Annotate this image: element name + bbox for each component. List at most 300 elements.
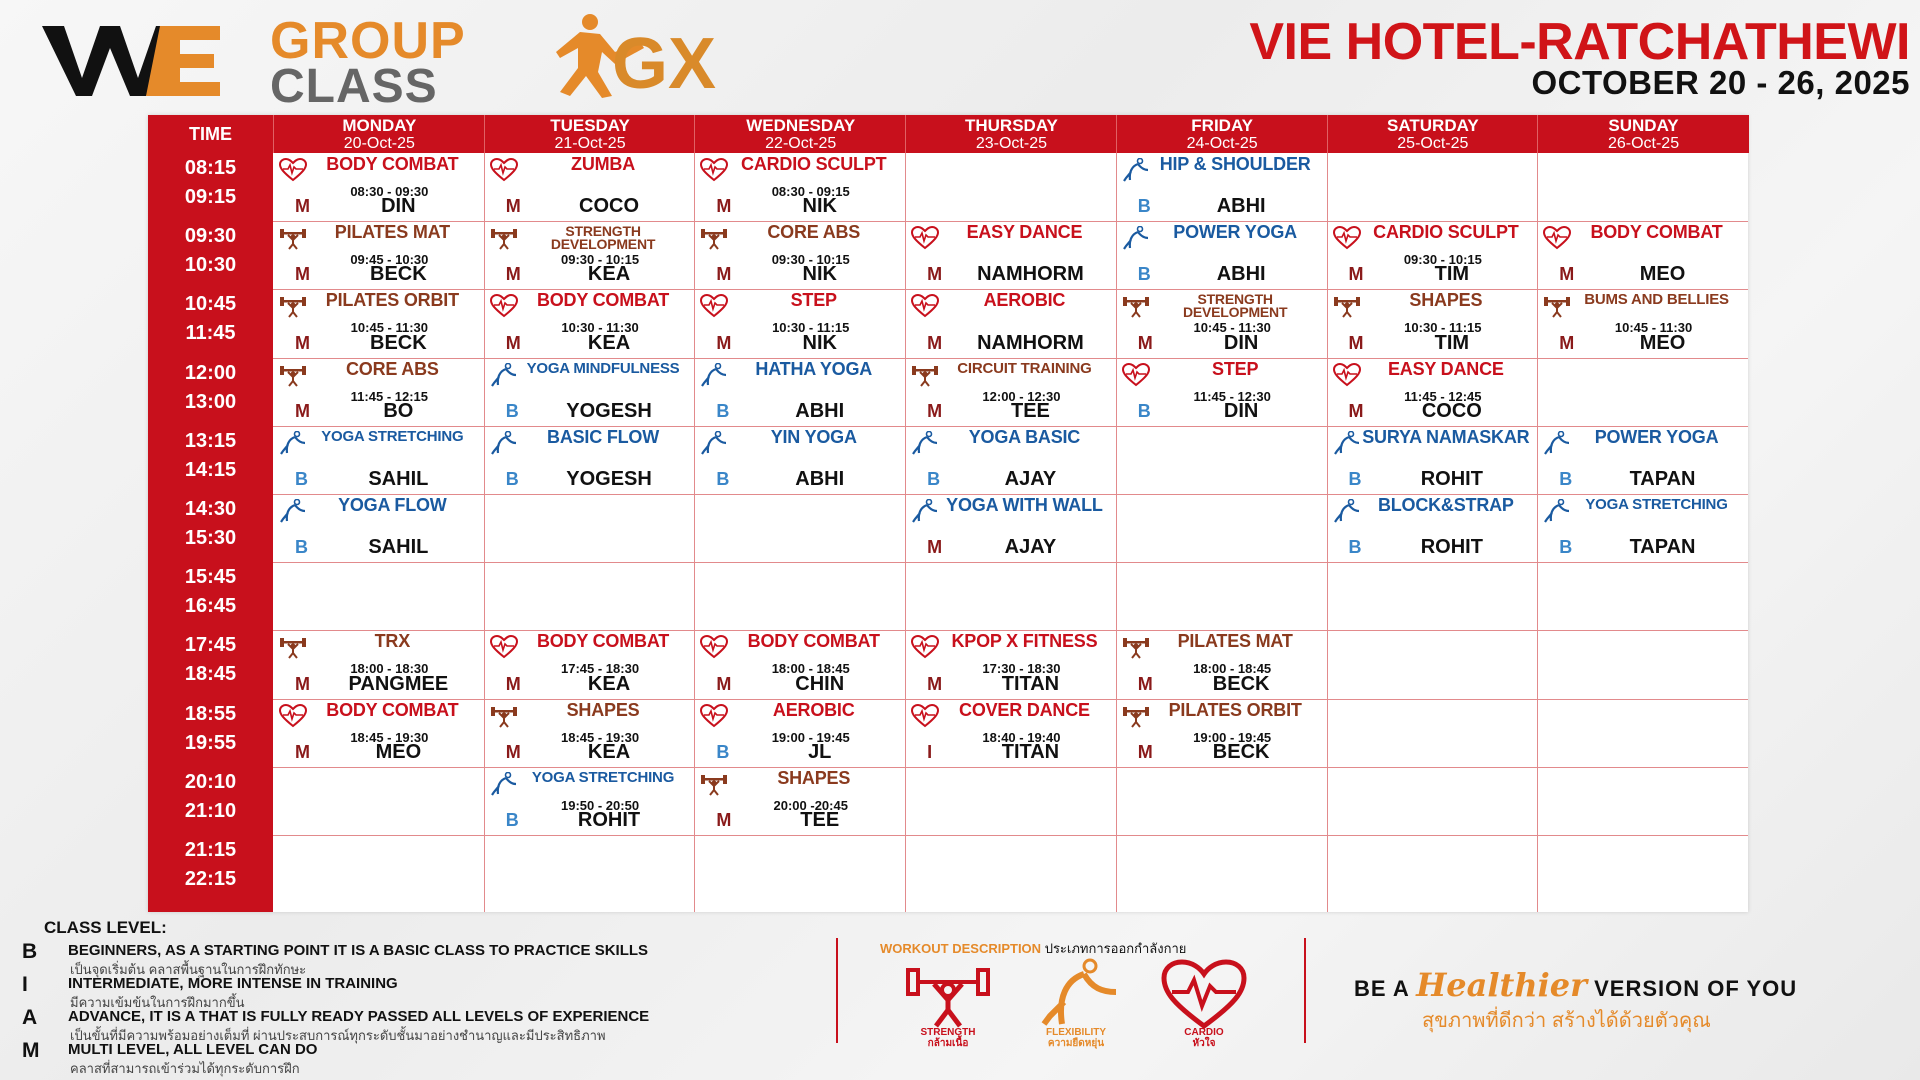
time-start: 15:45 xyxy=(184,566,237,589)
instructor-name: COCO xyxy=(1421,399,1482,422)
class-name: YOGA STRETCHING xyxy=(321,427,464,445)
class-time: 11:45 - 12:15 xyxy=(350,388,429,404)
class-name: PILATES ORBIT xyxy=(325,290,459,311)
class-time: 18:00 - 18:45 xyxy=(1193,661,1272,677)
slogan-thai: สุขภาพที่ดีกว่า สร้างได้ด้วยตัวคุณ xyxy=(1422,1010,1711,1032)
day-date: 25-Oct-25 xyxy=(1397,135,1469,152)
class-level: B xyxy=(295,537,308,558)
day-name: MONDAY xyxy=(342,116,417,135)
day-date: 22-Oct-25 xyxy=(765,135,837,152)
class-level-title: CLASS LEVEL: xyxy=(44,918,167,937)
workout-label xyxy=(1016,1027,1136,1049)
day-name: FRIDAY xyxy=(1191,116,1253,135)
instructor-name: NAMHORM xyxy=(977,263,1084,286)
class-level: B xyxy=(716,741,730,762)
class-name: BODY COMBAT xyxy=(326,154,459,174)
class-cell xyxy=(484,426,695,494)
class-time: 19:00 - 19:45 xyxy=(771,729,850,745)
class-time: 17:30 - 18:30 xyxy=(982,661,1061,677)
instructor-name: DIN xyxy=(1223,399,1259,422)
time-end: 18:45 xyxy=(184,663,237,686)
class-level: B xyxy=(505,400,519,421)
class-level: M xyxy=(927,332,943,353)
gx-text: GX xyxy=(612,24,717,100)
class-time: 18:40 - 19:40 xyxy=(982,729,1061,745)
workout-label-en: CARDIO xyxy=(1184,1027,1224,1038)
day-date: 21-Oct-25 xyxy=(554,135,626,152)
class-level: B xyxy=(1137,400,1151,421)
instructor-name: NIK xyxy=(802,331,837,354)
class-cell xyxy=(905,494,1116,562)
workout-title-en: WORKOUT DESCRIPTION xyxy=(880,941,1042,956)
class-cell xyxy=(1327,426,1538,494)
class-cell xyxy=(1116,221,1327,289)
class-name: PILATES ORBIT xyxy=(1168,699,1302,720)
class-time: 10:30 - 11:15 xyxy=(1404,320,1482,336)
date-range: OCTOBER 20 - 26, 2025 xyxy=(1531,64,1910,101)
class-name: STRENGTH DEVELOPMENT xyxy=(1182,291,1288,321)
instructor-name: TAPAN xyxy=(1629,536,1696,559)
class-level: M xyxy=(295,741,310,762)
level-description: ADVANCE, IT IS A THAT IS FULLY READY PASSED ALL LEVELS OF EXPERIENCE xyxy=(68,1008,650,1025)
class-time: 12:00 - 12:30 xyxy=(982,388,1061,404)
class-name: YOGA MINDFULNESS xyxy=(526,359,680,377)
level-description: INTERMEDIATE, MORE INTENSE IN TRAINING xyxy=(68,975,398,992)
instructor-name: AJAY xyxy=(1004,467,1057,490)
instructor-name: ABHI xyxy=(795,399,845,422)
class-time: 10:30 - 11:30 xyxy=(561,320,639,336)
level-description: BEGINNERS, AS A STARTING POINT IT IS A BASIC CLASS TO PRACTICE SKILLS xyxy=(68,942,649,959)
workout-label xyxy=(888,1027,1008,1049)
class-cell xyxy=(273,699,484,767)
workout-label-th: หัวใจ xyxy=(1192,1038,1216,1049)
instructor-name: BECK xyxy=(1212,740,1270,763)
level-letter: A xyxy=(22,1006,38,1029)
class-name: SHAPES xyxy=(1409,290,1483,311)
class-cell xyxy=(1116,153,1327,221)
class-time: 18:00 - 18:30 xyxy=(350,661,429,677)
class-cell xyxy=(905,221,1116,289)
day-date: 23-Oct-25 xyxy=(975,135,1047,152)
class-time: 18:45 - 19:30 xyxy=(561,729,640,745)
level-description-thai: เป็นขั้นที่มีความพร้อมอย่างเต็มที่ ผ่านประสบการณ์ทุกระดับชั้นมาอย่างชำนาญและมีประสิทธิภาพ xyxy=(70,1028,606,1043)
day-date: 20-Oct-25 xyxy=(343,135,415,152)
class-cell xyxy=(694,221,905,289)
class-name: STEP xyxy=(1212,358,1259,379)
time-end: 09:15 xyxy=(184,186,237,208)
day-name: TUESDAY xyxy=(550,116,630,135)
time-start: 17:45 xyxy=(184,634,237,657)
class-level: B xyxy=(927,468,941,489)
class-name: POWER YOGA xyxy=(1594,426,1719,447)
class-name: YOGA WITH WALL xyxy=(946,495,1103,515)
instructor-name: JL xyxy=(808,740,832,763)
class-level: B xyxy=(1348,537,1362,558)
instructor-name: COCO xyxy=(579,195,640,218)
time-start: 20:10 xyxy=(184,770,237,793)
instructor-name: KEA xyxy=(587,263,631,286)
workout-title-th: ประเภทการออกกำลังกาย xyxy=(1044,941,1187,956)
class-name: STEP xyxy=(790,290,837,311)
class-name: EASY DANCE xyxy=(1387,358,1504,379)
class-level: M xyxy=(716,264,732,285)
class-level: M xyxy=(505,673,521,694)
class-time: 09:30 - 10:15 xyxy=(771,252,850,268)
class-cell xyxy=(1116,630,1327,698)
class-level: M xyxy=(1559,332,1575,353)
day-header xyxy=(484,115,696,153)
class-cell xyxy=(1116,699,1327,767)
class-name: AEROBIC xyxy=(772,699,855,720)
time-end: 16:45 xyxy=(184,595,237,618)
instructor-name: NIK xyxy=(802,263,837,286)
class-name: ZUMBA xyxy=(571,154,636,174)
class-cell xyxy=(905,358,1116,426)
instructor-name: TITAN xyxy=(1001,740,1060,763)
class-name: BLOCK&STRAP xyxy=(1377,495,1514,515)
class-level: B xyxy=(295,468,308,489)
day-header xyxy=(273,115,485,153)
day-date: 24-Oct-25 xyxy=(1186,135,1258,152)
class-level: M xyxy=(505,332,521,353)
instructor-name: BECK xyxy=(370,331,427,354)
instructor-name: NAMHORM xyxy=(977,331,1084,354)
class-name: BODY COMBAT xyxy=(326,699,459,720)
class-time: 10:45 - 11:30 xyxy=(1614,320,1693,336)
instructor-name: TIM xyxy=(1434,331,1470,354)
class-cell xyxy=(484,358,695,426)
class-level: B xyxy=(1137,264,1151,285)
instructor-name: ABHI xyxy=(795,467,845,490)
class-cell xyxy=(905,630,1116,698)
class-name: CARDIO SCULPT xyxy=(741,154,887,174)
instructor-name: BO xyxy=(383,399,414,422)
class-level: M xyxy=(1348,332,1364,353)
class-level: M xyxy=(716,196,732,217)
row-divider xyxy=(273,562,1748,563)
class-time: 17:45 - 18:30 xyxy=(561,661,640,677)
class-time: 09:45 - 10:30 xyxy=(350,252,429,268)
class-cell xyxy=(694,630,905,698)
instructor-name: AJAY xyxy=(1004,536,1057,559)
time-end: 10:30 xyxy=(184,254,237,277)
class-level: M xyxy=(295,332,310,353)
class-level: M xyxy=(927,264,943,285)
class-name: BASIC FLOW xyxy=(547,426,660,447)
class-cell xyxy=(273,358,484,426)
workout-label xyxy=(1144,1027,1264,1049)
level-letter: B xyxy=(22,940,38,963)
instructor-name: ABHI xyxy=(1216,263,1266,286)
class-name: BUMS AND BELLIES xyxy=(1584,291,1729,309)
slogan-word: Healthier xyxy=(1416,966,1587,1004)
class-level: B xyxy=(1348,468,1362,489)
class-name: BODY COMBAT xyxy=(536,290,670,311)
instructor-name: NIK xyxy=(802,195,837,218)
class-cell xyxy=(273,221,484,289)
class-name: HIP & SHOULDER xyxy=(1159,154,1311,174)
time-header: TIME xyxy=(189,124,232,144)
instructor-name: DIN xyxy=(381,195,416,218)
instructor-name: ABHI xyxy=(1216,195,1266,218)
class-cell xyxy=(1327,221,1538,289)
class-name: SHAPES xyxy=(777,767,851,788)
time-start: 09:30 xyxy=(184,225,237,248)
class-level: M xyxy=(1137,332,1153,353)
level-letter: M xyxy=(22,1039,40,1062)
instructor-name: KEA xyxy=(587,740,631,763)
cardio-icon xyxy=(1160,958,1248,1030)
level-description-thai: คลาสที่สามารถเข้าร่วมได้ทุกระดับการฝึก xyxy=(70,1061,300,1076)
class-level: M xyxy=(716,332,732,353)
class-name: YOGA FLOW xyxy=(338,495,447,515)
class-level: I xyxy=(927,741,933,762)
class-cell xyxy=(484,221,695,289)
class-name: HATHA YOGA xyxy=(755,358,873,379)
time-start: 14:30 xyxy=(184,498,237,520)
row-divider xyxy=(273,835,1748,836)
hotel-title: VIE HOTEL-RATCHATHEWI xyxy=(1249,13,1910,71)
class-level: M xyxy=(1137,673,1153,694)
class-name: SHAPES xyxy=(566,699,640,720)
class-time: 09:30 - 10:15 xyxy=(1403,252,1482,268)
time-start: 18:55 xyxy=(184,702,237,725)
time-end: 11:45 xyxy=(185,322,236,345)
class-cell xyxy=(905,699,1116,767)
class-cell xyxy=(1537,221,1748,289)
class-level: B xyxy=(716,400,730,421)
class-cell xyxy=(273,289,484,357)
class-cell xyxy=(484,153,695,221)
day-header xyxy=(1537,115,1749,153)
class-cell xyxy=(694,699,905,767)
class-level: M xyxy=(1559,264,1575,285)
class-level: M xyxy=(1137,741,1153,762)
class-cell xyxy=(905,426,1116,494)
class-level: M xyxy=(716,673,732,694)
group-text: GROUP xyxy=(270,12,466,70)
time-start: 21:15 xyxy=(184,839,237,861)
divider xyxy=(836,938,838,1043)
class-name: BODY COMBAT xyxy=(536,631,670,652)
class-name: PILATES MAT xyxy=(334,222,450,243)
class-time: 10:45 - 11:30 xyxy=(1193,320,1271,336)
schedule-table xyxy=(148,115,1748,912)
class-cell xyxy=(273,426,484,494)
instructor-name: ROHIT xyxy=(1420,536,1483,559)
class-level: B xyxy=(1559,468,1573,489)
class-time: 09:30 - 10:15 xyxy=(561,252,640,268)
slogan xyxy=(1354,966,1797,1004)
time-start: 08:15 xyxy=(184,157,237,179)
class-time: 18:45 - 19:30 xyxy=(350,729,429,745)
class-time: 19:50 - 20:50 xyxy=(561,797,640,813)
instructor-name: TEE xyxy=(800,808,840,831)
day-name: SATURDAY xyxy=(1387,116,1479,135)
class-level: B xyxy=(1559,537,1573,558)
class-time: 10:30 - 11:15 xyxy=(772,320,850,336)
time-end: 14:15 xyxy=(184,458,237,481)
class-cell xyxy=(273,494,484,562)
class-name: BODY COMBAT xyxy=(1590,222,1723,243)
slogan-post: VERSION OF YOU xyxy=(1594,976,1798,1001)
class-level: B xyxy=(505,468,519,489)
time-end: 13:00 xyxy=(184,390,237,413)
class-cell xyxy=(484,630,695,698)
time-start: 12:00 xyxy=(184,361,237,384)
class-time: 08:30 - 09:30 xyxy=(350,184,429,199)
class-name: EASY DANCE xyxy=(966,222,1083,243)
class-name: YOGA STRETCHING xyxy=(1585,496,1728,513)
class-level: M xyxy=(505,196,521,217)
class-cell xyxy=(1327,289,1538,357)
workout-label-th: ความยืดหยุ่น xyxy=(1047,1038,1105,1049)
class-time: 08:30 - 09:15 xyxy=(771,184,850,199)
day-date: 26-Oct-25 xyxy=(1607,135,1680,152)
class-name: CORE ABS xyxy=(767,222,861,243)
instructor-name: KEA xyxy=(587,331,631,354)
instructor-name: SAHIL xyxy=(368,467,429,490)
instructor-name: BECK xyxy=(1212,672,1270,695)
instructor-name: BECK xyxy=(370,263,427,286)
class-cell xyxy=(484,289,695,357)
class-level: M xyxy=(295,196,310,217)
time-end: 22:15 xyxy=(184,868,237,890)
class-name: TRX xyxy=(374,631,411,652)
class-text: CLASS xyxy=(270,59,438,113)
class-level: M xyxy=(927,673,943,694)
group-class-logo xyxy=(270,12,466,113)
slogan-pre: BE A xyxy=(1354,976,1409,1001)
workout-description-title xyxy=(880,938,1186,959)
class-cell xyxy=(1327,358,1538,426)
class-cell xyxy=(1116,358,1327,426)
class-cell xyxy=(1537,289,1748,357)
level-letter: I xyxy=(22,973,28,996)
instructor-name: ROHIT xyxy=(577,808,641,831)
instructor-name: MEO xyxy=(1639,263,1686,286)
instructor-name: DIN xyxy=(1223,331,1259,354)
time-end: 15:30 xyxy=(184,527,237,549)
class-cell xyxy=(694,767,905,835)
class-cell xyxy=(694,358,905,426)
day-name: WEDNESDAY xyxy=(746,116,856,135)
class-time: 18:00 - 18:45 xyxy=(771,661,850,677)
class-time: 19:00 - 19:45 xyxy=(1193,729,1272,745)
class-cell xyxy=(1116,289,1327,357)
class-name: CARDIO SCULPT xyxy=(1373,222,1519,243)
class-time: 10:45 - 11:30 xyxy=(350,320,429,336)
instructor-name: KEA xyxy=(587,672,631,695)
time-start: 13:15 xyxy=(184,429,237,452)
class-level: M xyxy=(1348,400,1364,421)
class-level: M xyxy=(295,673,310,694)
we-logo xyxy=(42,18,222,100)
class-level: M xyxy=(716,809,732,830)
class-cell xyxy=(484,699,695,767)
day-header xyxy=(694,115,906,153)
gx-logo xyxy=(520,12,730,100)
class-name: STRENGTH DEVELOPMENT xyxy=(550,223,656,253)
class-name: POWER YOGA xyxy=(1173,222,1297,243)
class-name: YOGA STRETCHING xyxy=(531,768,675,786)
class-name: SURYA NAMASKAR xyxy=(1362,426,1530,447)
class-level: B xyxy=(716,468,730,489)
instructor-name: CHIN xyxy=(795,672,845,695)
instructor-name: PANGMEE xyxy=(348,672,449,695)
class-name: YIN YOGA xyxy=(770,426,857,447)
instructor-name: TEE xyxy=(1010,399,1050,422)
level-description: MULTI LEVEL, ALL LEVEL CAN DO xyxy=(68,1041,318,1058)
class-time: 11:45 - 12:30 xyxy=(1193,388,1271,404)
class-name: YOGA BASIC xyxy=(968,426,1081,447)
instructor-name: TIM xyxy=(1434,263,1470,286)
class-level: B xyxy=(505,809,519,830)
day-name: SUNDAY xyxy=(1608,116,1679,135)
workout-label-th: กล้ามเนื้อ xyxy=(927,1038,969,1049)
instructor-name: YOGESH xyxy=(566,399,652,422)
day-header xyxy=(1116,115,1328,153)
day-name: THURSDAY xyxy=(964,116,1058,135)
instructor-name: YOGESH xyxy=(566,467,652,490)
class-cell xyxy=(1537,494,1748,562)
class-level: M xyxy=(295,264,310,285)
day-header xyxy=(1327,115,1539,153)
level-description-thai: มีความเข้มข้นในการฝึกมากขึ้น xyxy=(70,995,245,1010)
class-cell xyxy=(905,289,1116,357)
level-description-thai: เป็นจุดเริ่มต้น คลาสพื้นฐานในการฝึกทักษะ xyxy=(70,962,307,977)
class-time: 11:45 - 12:45 xyxy=(1404,388,1482,404)
class-level: M xyxy=(295,400,310,421)
class-cell xyxy=(273,153,484,221)
instructor-name: MEO xyxy=(1639,331,1686,354)
class-name: CIRCUIT TRAINING xyxy=(957,359,1092,377)
divider xyxy=(1304,938,1306,1043)
instructor-name: TAPAN xyxy=(1629,467,1696,490)
class-level: B xyxy=(1137,196,1151,217)
instructor-name: TITAN xyxy=(1001,672,1060,695)
class-level: M xyxy=(927,400,943,421)
day-header xyxy=(905,115,1117,153)
class-name: COVER DANCE xyxy=(959,699,1090,720)
workout-label-en: FLEXIBILITY xyxy=(1046,1027,1106,1038)
time-end: 19:55 xyxy=(184,731,237,754)
strength-icon xyxy=(904,958,992,1030)
instructor-name: MEO xyxy=(375,740,422,763)
class-cell xyxy=(1327,494,1538,562)
class-cell xyxy=(273,630,484,698)
class-name: KPOP X FITNESS xyxy=(951,631,1098,652)
time-end: 21:10 xyxy=(184,799,237,822)
workout-label-en: STRENGTH xyxy=(920,1027,976,1038)
flexibility-icon xyxy=(1032,958,1120,1030)
class-name: CORE ABS xyxy=(345,358,439,379)
class-time: 20:00 -20:45 xyxy=(773,797,848,813)
class-name: BODY COMBAT xyxy=(747,631,880,652)
class-name: AEROBIC xyxy=(983,290,1066,311)
class-name: PILATES MAT xyxy=(1177,631,1293,652)
time-start: 10:45 xyxy=(184,293,237,316)
class-cell xyxy=(694,153,905,221)
class-level: M xyxy=(505,741,521,762)
class-level: M xyxy=(505,264,521,285)
instructor-name: ROHIT xyxy=(1420,467,1483,490)
class-level: M xyxy=(1348,264,1364,285)
class-cell xyxy=(694,289,905,357)
class-cell xyxy=(694,426,905,494)
instructor-name: SAHIL xyxy=(368,536,429,559)
class-cell xyxy=(1537,426,1748,494)
